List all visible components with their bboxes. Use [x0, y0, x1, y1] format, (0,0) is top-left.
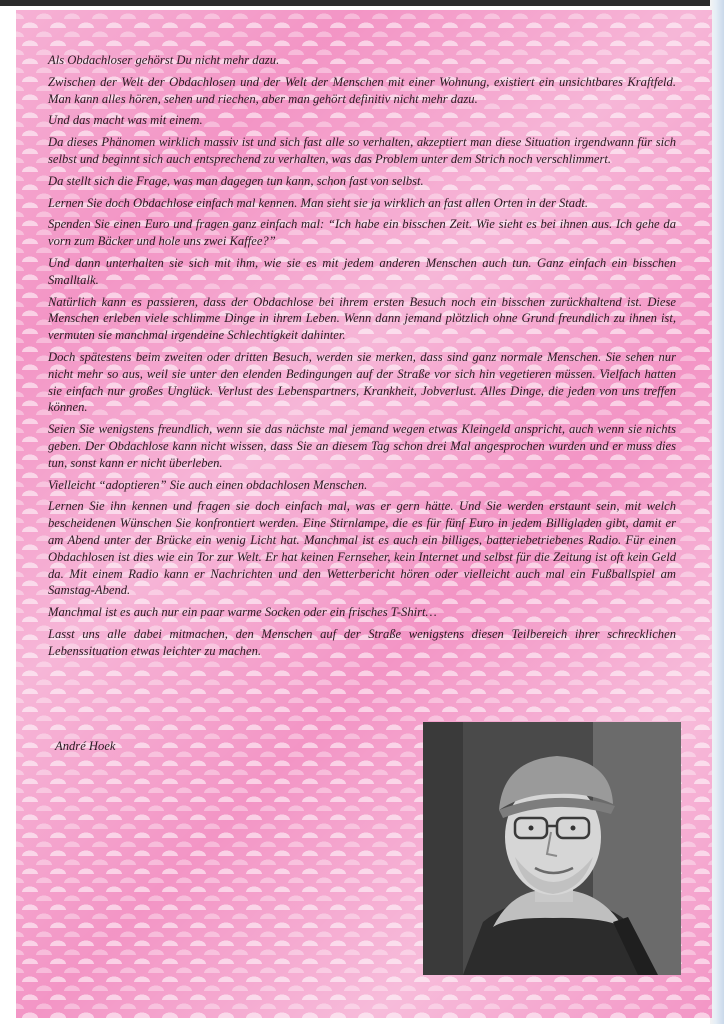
paragraph-10: Doch spätestens beim zweiten oder dritten Besuch, werden sie merken, dass sind ganz normale Menschen. Sie sehen nur nicht mehr so aus, weil sie unter den elenden Bedingungen auf der Straße vor sich hin vegetieren müssen. Vielfach hatten sie einfach nur großes Unglück. Verlust des Lebenspartners, Krankheit, Jobverlust. Alles Dinge, die jeden von uns treffen können.	[48, 349, 676, 415]
paragraph-11: Seien Sie wenigstens freundlich, wenn sie das nächste mal jemand wegen etwas Kleingeld anspricht, auch wenn sie nichts geben. Der Obdachlose kann nicht wissen, dass Sie an diesem Tag schon drei Mal angesprochen wurden und er muss dies tun, sonst kann er nicht überleben.	[48, 422, 676, 470]
paragraph-13: Lernen Sie ihn kennen und fragen sie doch einfach mal, was er gern hätte. Und Sie werden erstaunt sein, mit welch bescheidenen Wünschen Sie konfrontiert werden. Eine Stirnlampe, die es für fünf Euro in jedem Billigladen gibt, damit er am Abend unter der Brücke ein wenig Licht hat. Manchmal ist es auch ein billiges, batteriebetriebenes Radio. Für einen Obdachlosen ist dies wie ein Tor zur Welt. Er hat keinen Fernseher, kein Internet und selbst für die Zeitung ist oft kein Geld da. Mit einem Radio kann er Nachrichten und den Wetterbericht hören oder vielleicht auch mal ein Fußballspiel am Samstag-Abend.	[48, 499, 676, 598]
paragraph-1: Als Obdachloser gehörst Du nicht mehr dazu.	[48, 53, 280, 67]
paragraph-6: Lernen Sie doch Obdachlose einfach mal kennen. Man sieht sie ja wirklich an fast allen Orten in der Stadt.	[48, 195, 589, 210]
portrait-illustration	[423, 722, 681, 975]
paragraph-5: Da stellt sich die Frage, was man dagegen tun kann, schon fast von selbst.	[48, 173, 424, 188]
paragraph-9: Natürlich kann es passieren, dass der Obdachlose bei ihrem ersten Besuch noch ein bisschen zurückhaltend ist. Diese Menschen erleben viele schlimme Dinge in ihrem Leben. Wenn dann jemand plötzlich ohne Grund freundlich zu ihnen ist, vermuten sie manchmal irgendeine Schlechtigkeit dahinter.	[48, 294, 676, 343]
paragraph-15: Lasst uns alle dabei mitmachen, den Menschen auf der Straße wenigstens diesen Teilbereich ihrer schrecklichen Lebenssituation etwas leichter zu machen.	[48, 626, 676, 658]
paragraph-3: Und das macht was mit einem.	[48, 113, 203, 128]
article-body	[48, 52, 676, 665]
author-portrait-photo	[423, 722, 681, 975]
paragraph-8: Und dann unterhalten sie sich mit ihm, wie sie es mit jedem anderen Menschen auch tun. Ganz einfach ein bisschen Smalltalk.	[48, 255, 676, 287]
scan-top-edge	[0, 0, 724, 6]
paragraph-12: Vielleicht “adoptieren” Sie auch einen obdachlosen Menschen.	[48, 477, 368, 492]
paragraph-14: Manchmal ist es auch nur ein paar warme Socken oder ein frisches T-Shirt…	[48, 605, 437, 620]
scan-right-edge	[710, 0, 724, 1024]
paragraph-7: Spenden Sie einen Euro und fragen ganz einfach mal: “Ich habe ein bisschen Zeit. Wie sieht es bei ihnen aus. Ich gehe da vorn zum Bäcker und hole uns zwei Kaffee?”	[48, 217, 676, 249]
paragraph-2: Zwischen der Welt der Obdachlosen und der Welt der Menschen mit einer Wohnung, existiert ein unsichtbares Kraftfeld. Man kann alles hören, sehen und riechen, aber man gehört definitiv nicht mehr dazu.	[48, 74, 676, 106]
paragraph-4: Da dieses Phänomen wirklich massiv ist und sich fast alle so verhalten, akzeptiert man diese Situation irgendwann für sich selbst und beginnt sich auch entsprechend zu verhalten, was das Problem unter dem Strich noch verschlimmert.	[48, 135, 676, 166]
author-signature: André Hoek	[55, 739, 116, 753]
